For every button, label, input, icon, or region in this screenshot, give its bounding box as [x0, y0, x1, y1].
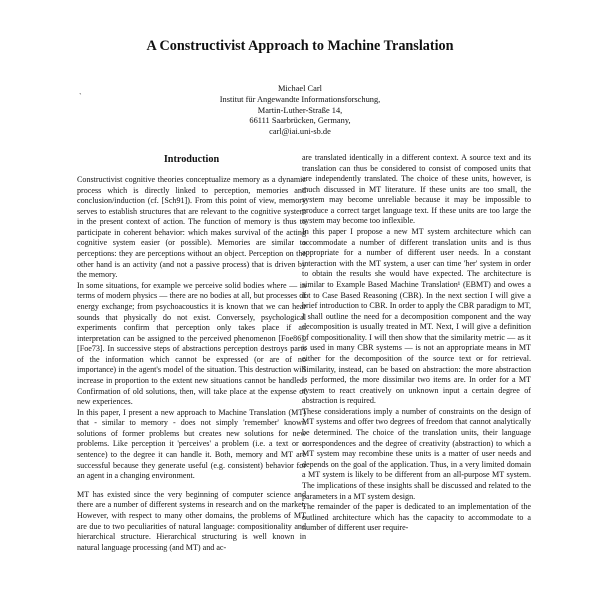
paragraph: In this paper, I present a new approach to Machine Translation (MT) that - similar to memory - does not simply 'remember' known solutions of former problems but creates new solutions for new problems. Like perception it 'perceives' a problem (i.e. a text or a sentence) to the degree it can handle it. Both, memory and MT are successful because they generate useful (e.g. consistent) behavior for an agent in a changing environment. [77, 407, 306, 481]
author-email: carl@iai.uni-sb.de [269, 127, 331, 137]
affiliation-line: Martin-Luther-Straße 14, [257, 105, 343, 115]
paragraph: Constructivist cognitive theories conceptualize memory as a dynamic process which is directly linked to perception, memories and conclusion/induction (cf. [Sch91]). From this point of view, memory serves to establish structures that are relevant to the cognitive system in the present context of action. The function of memory is thus to participate in coherent behavior: which makes survival of the acting cognitive system easier (or possible). Memories are similar to perceptions: they are perceptions without an object. Perception on the other hand is an activity (and not a passive process) that is driven by the memory. [77, 175, 306, 280]
paragraph: are translated identically in a different context. A source text and its translation can thus be considered to consist of composed units that are independently translated. The choice of these units, however, is much discussed in MT literature. If these units are too small, the system may become unreliable because it may be impossible to produce a correct target language text. If these units are too large the system may become too inflexible. [302, 153, 531, 226]
right-column [302, 153, 531, 601]
section-heading: Introduction [163, 154, 220, 165]
stray-mark: ` [79, 92, 82, 101]
paragraph: These considerations imply a number of constraints on the design of MT systems and offer two degrees of freedom that cannot analytically be determined. The choice of the translation units, their language correspondences and the degree of creativity (abstraction) to which a MT system may recombine these units is a matter of user needs and depends on the goal of the application. Thus, in a very limited domain a MT system is likely to be different from an all-purpose MT system. The implications of these insights shall be discussed and related to the parameters in a MT system design. [302, 406, 531, 501]
paragraph: The remainder of the paper is dedicated to an implementation of the outlined architecture which has the capacity to accommodate to a number of different user require- [302, 502, 531, 533]
paragraph: In some situations, for example we perceive solid bodies where — in terms of modern physics — there are no bodies at all, but processes of energy exchange; from psychoacoustics it is known that we can hear sounds that physically do not exist. Conversely, psychological experiments confirm that perception only takes place if an interpretation can be assigned to the perceived phenomenon [Foe86], [Foe73]. In successive steps of abstractions perception destroys parts of the information which cannot be expressed (or are of no importance) in the agent's model of the situation. This destruction will increase in proportion to the extent new situations cannot be handled. Confirmation of old solutions, then, will take place at the expense of new experiences. [77, 280, 306, 407]
paragraph: MT has existed since the very beginning of computer science and there are a number of different systems in research and on the market. However, with respect to many other domains, the problems of MT are due to two peculiarities of natural language: compositionality and hierarchical structure. Hierarchical structuring is well known in natural language processing (and MT) and ac- [77, 489, 306, 552]
author-name: Michael Carl [278, 84, 322, 93]
paragraph: In this paper I propose a new MT system architecture which can accommodate a number of different translation units and is thus appropriate for a number of different user needs. In a constant interaction with the MT system, a user can time 'her' system in order to obtain the results she would have expected. The architecture is similar to Example Based Machine Translation¹ (EBMT) and owes a lot to Case Based Reasoning (CBR). In the next section I will give a brief introduction to CBR. In order to apply the CBR paradigm to MT, I shall outline the need for a decomposition component and the way decomposition is usually treated in MT. Next, I will give a definition of compositionality. I will then show that the similarity metric — as it is used in many CBR systems — is not an appropriate means in MT either for the decomposition of the source text or for retrieval. Similarity, instead, can be based on abstraction: the more abstraction is performed, the more dissimilar two items are. In order for a MT system to react creatively on unknown input a certain degree of abstraction is required. [302, 227, 531, 406]
paper-title: A Constructivist Approach to Machine Translation [146, 38, 454, 54]
left-column [77, 152, 306, 600]
affiliation-line: Institut für Angewandte Informationsforschung, [219, 94, 381, 104]
author-block [150, 84, 450, 138]
affiliation-line: 66111 Saarbrücken, Germany, [249, 116, 351, 126]
paragraph-gap [77, 482, 306, 490]
